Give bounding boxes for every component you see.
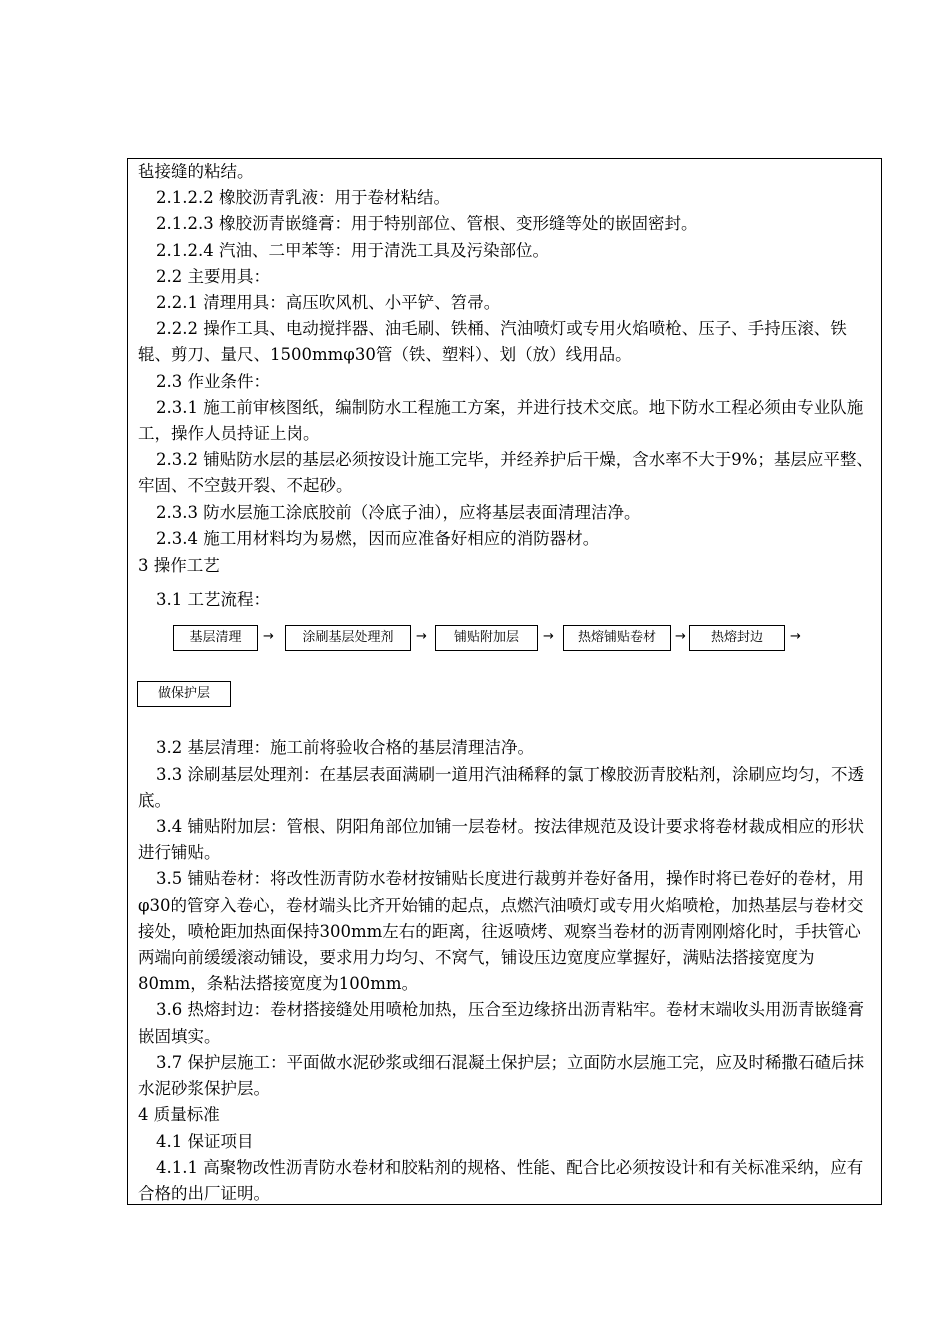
section-heading: 2.2 主要用具： — [156, 266, 270, 286]
paragraph: 2.3.3 防水层施工涂底胶前（冷底子油），应将基层表面清理洁净。 — [156, 502, 641, 522]
flow-arrow: → — [790, 629, 801, 645]
flow-arrow: → — [263, 629, 274, 645]
paragraph: 3.2 基层清理：施工前将验收合格的基层清理洁净。 — [156, 738, 534, 758]
paragraph: 毡接缝的粘结。 — [138, 162, 254, 181]
section-heading: 2.3 作业条件： — [156, 371, 270, 391]
document-content — [138, 159, 876, 1207]
paragraph: 4.1.1 高聚物改性沥青防水卷材和胶粘剂的规格、性能、配合比必须按设计和有关标准采纳，应有合格的出厂证明。 — [138, 1157, 864, 1203]
section-heading: 4.1 保证项目 — [156, 1131, 254, 1151]
flow-step-edge-sealing: 热熔封边 — [689, 625, 785, 651]
paragraph: 3.6 热熔封边：卷材搭接缝处用喷枪加热，压合至边缘挤出沥青粘牢。卷材末端收头用沥青嵌缝膏嵌固填实。 — [138, 1000, 864, 1046]
paragraph: 2.2.1 清理用具：高压吹风机、小平铲、笤帚。 — [156, 293, 501, 313]
paragraph: 3.4 铺贴附加层：管根、阴阳角部位加铺一层卷材。按法律规范及设计要求将卷材裁成相应的形状进行铺贴。 — [138, 817, 864, 863]
flow-step-primer-coating: 涂刷基层处理剂 — [285, 625, 411, 651]
paragraph: 2.3.4 施工用材料均为易燃，因而应准备好相应的消防器材。 — [156, 528, 600, 548]
paragraph: 3.5 铺贴卷材：将改性沥青防水卷材按铺贴长度进行裁剪并卷好备用，操作时将已卷好的卷材，用φ30的管穿入卷心，卷材端头比齐开始铺的起点，点燃汽油喷灯或专用火焰喷枪，加热基层与卷材交接处，喷枪距加热面保持300mm左右的距离，往返喷烤、观察当卷材的沥青刚刚熔化时，手扶管心两端向前缓缓滚动铺设，要求用力均匀、不窝气，铺设压边宽度应掌握好，满贴法搭接宽度为80mm，条粘法搭接宽度为100mm。 — [138, 869, 864, 994]
paragraph: 2.1.2.4 汽油、二甲苯等：用于清洗工具及污染部位。 — [156, 240, 549, 260]
chapter-heading: 4 质量标准 — [138, 1105, 220, 1125]
flow-arrow: → — [675, 629, 686, 645]
paragraph: 3.7 保护层施工：平面做水泥砂浆或细石混凝土保护层；立面防水层施工完，应及时稀撒石碴后抹水泥砂浆保护层。 — [138, 1052, 864, 1099]
paragraph: 3.3 涂刷基层处理剂：在基层表面满刷一道用汽油稀释的氯丁橡胶沥青胶粘剂，涂刷应均匀，不透底。 — [138, 764, 864, 810]
paragraph: 2.2.2 操作工具、电动搅拌器、油毛刷、铁桶、汽油喷灯或专用火焰喷枪、压子、手持压滚、铁辊、剪刀、量尺、1500mmφ30管（铁、塑料）、划（放）线用品。 — [138, 319, 847, 365]
paragraph: 2.1.2.2 橡胶沥青乳液：用于卷材粘结。 — [156, 188, 450, 208]
paragraph: 2.3.1 施工前审核图纸，编制防水工程施工方案，并进行技术交底。地下防水工程必须由专业队施工，操作人员持证上岗。 — [138, 397, 864, 444]
paragraph: 2.3.2 铺贴防水层的基层必须按设计施工完毕，并经养护后干燥，含水率不大于9%；基层应平整、牢固、不空鼓开裂、不起砂。 — [138, 450, 873, 496]
flow-step-additional-layer: 铺贴附加层 — [435, 625, 538, 651]
paragraph: 2.1.2.3 橡胶沥青嵌缝膏：用于特别部位、管根、变形缝等处的嵌固密封。 — [156, 214, 698, 234]
flow-step-base-cleaning: 基层清理 — [173, 625, 258, 651]
chapter-heading: 3 操作工艺 — [138, 556, 220, 576]
flow-step-hot-melt-membrane: 热熔铺贴卷材 — [563, 625, 671, 651]
section-heading: 3.1 工艺流程： — [156, 590, 270, 610]
flow-arrow: → — [543, 629, 554, 645]
flow-arrow: → — [416, 629, 427, 645]
process-flowchart — [138, 615, 876, 735]
document-frame — [127, 158, 882, 1205]
flow-step-protective-layer: 做保护层 — [137, 681, 231, 707]
